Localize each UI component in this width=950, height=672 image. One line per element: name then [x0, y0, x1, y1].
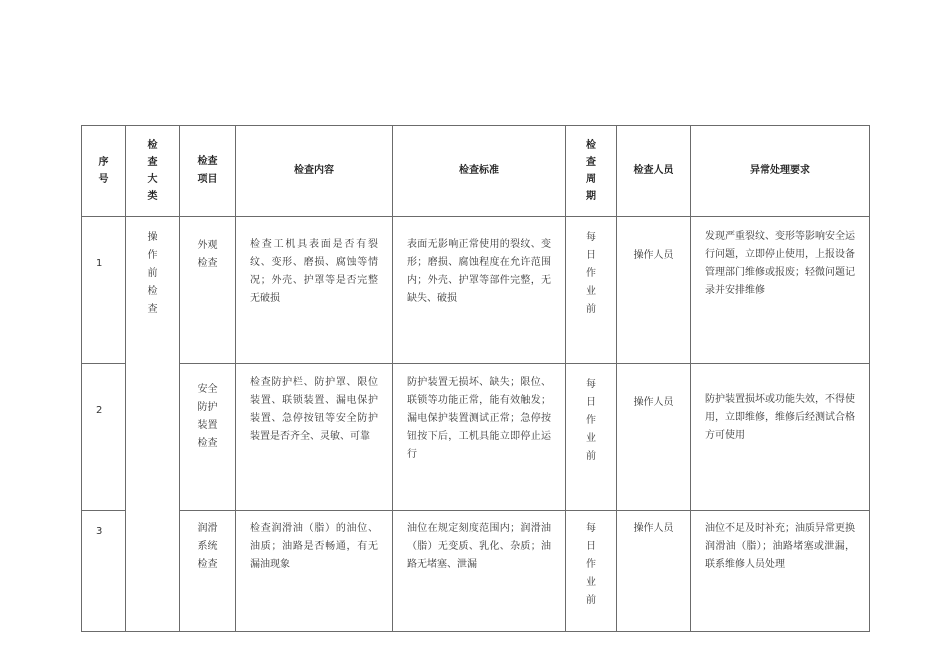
row-item: 安全防护装置检查 — [180, 364, 236, 511]
row-content: 检查润滑油（脂）的油位、油质；油路是否畅通，有无漏油现象 — [236, 511, 393, 632]
table-row — [82, 364, 870, 511]
header-category: 检查大类 — [126, 126, 180, 217]
row-item: 外观检查 — [180, 217, 236, 364]
row-cycle: 每日作业前 — [566, 217, 617, 364]
header-seq: 序号 — [82, 126, 126, 217]
header-handling: 异常处理要求 — [691, 126, 870, 217]
row-seq: 1 — [82, 217, 126, 364]
row-content: 检查防护栏、防护罩、限位装置、联锁装置、漏电保护装置、急停按钮等安全防护装置是否齐全、灵敏、可靠 — [236, 364, 393, 511]
row-person: 操作人员 — [617, 217, 691, 364]
header-content: 检查内容 — [236, 126, 393, 217]
header-item: 检查项目 — [180, 126, 236, 217]
row-item: 润滑系统检查 — [180, 511, 236, 632]
row-handling: 油位不足及时补充；油质异常更换润滑油（脂）；油路堵塞或泄漏，联系维修人员处理 — [691, 511, 870, 632]
row-person: 操作人员 — [617, 364, 691, 511]
row-standard: 防护装置无损坏、缺失；限位、联锁等功能正常，能有效触发；漏电保护装置测试正常；急停按钮按下后，工机具能立即停止运行 — [393, 364, 566, 511]
row-handling: 防护装置损坏或功能失效，不得使用，立即维修，维修后经测试合格方可使用 — [691, 364, 870, 511]
header-standard: 检查标准 — [393, 126, 566, 217]
row-person: 操作人员 — [617, 511, 691, 632]
inspection-table — [81, 125, 870, 632]
table-row — [82, 511, 870, 632]
category-label: 操作前检查 — [147, 232, 158, 315]
table-row — [82, 217, 870, 364]
row-cycle: 每日作业前 — [566, 364, 617, 511]
header-person: 检查人员 — [617, 126, 691, 217]
row-standard: 油位在规定刻度范围内；润滑油（脂）无变质、乳化、杂质；油路无堵塞、泄漏 — [393, 511, 566, 632]
row-seq: 3 — [82, 511, 126, 632]
row-content: 检查工机具表面是否有裂纹、变形、磨损、腐蚀等情况；外壳、护罩等是否完整无破损 — [236, 217, 393, 364]
row-cycle: 每日作业前 — [566, 511, 617, 632]
row-handling: 发现严重裂纹、变形等影响安全运行问题，立即停止使用，上报设备管理部门维修或报废；轻微问题记录并安排维修 — [691, 217, 870, 364]
row-standard: 表面无影响正常使用的裂纹、变形；磨损、腐蚀程度在允许范围内；外壳、护罩等部件完整，无缺失、破损 — [393, 217, 566, 364]
table-header-row — [82, 126, 870, 217]
header-cycle: 检查周期 — [566, 126, 617, 217]
row-seq: 2 — [82, 364, 126, 511]
category-cell — [126, 217, 180, 632]
